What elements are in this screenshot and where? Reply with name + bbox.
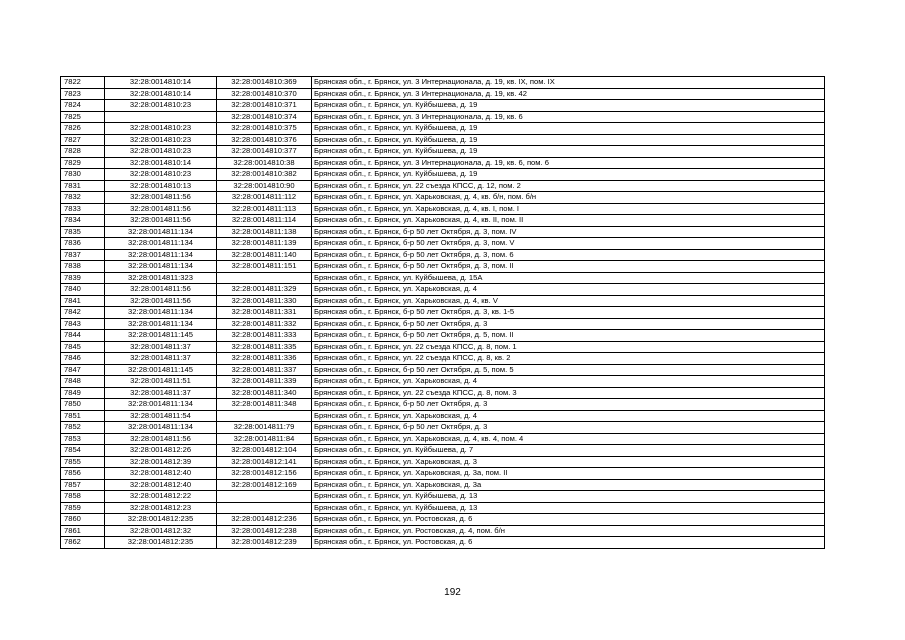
address-cell: Брянская обл., г. Брянск, ул. 3 Интернационала, д. 19, кв. 42 (312, 88, 825, 100)
object-cadastral-number-cell: 32:28:0014810:375 (217, 123, 312, 135)
row-number-cell: 7829 (61, 157, 105, 169)
row-number-cell: 7824 (61, 100, 105, 112)
row-number-cell: 7822 (61, 77, 105, 89)
parcel-cadastral-number-cell: 32:28:0014811:134 (105, 399, 217, 411)
row-number-cell: 7860 (61, 514, 105, 526)
object-cadastral-number-cell: 32:28:0014811:336 (217, 353, 312, 365)
row-number-cell: 7840 (61, 284, 105, 296)
address-cell: Брянская обл., г. Брянск, ул. Куйбышева, д. 13 (312, 502, 825, 514)
address-cell: Брянская обл., г. Брянск, б-р 50 лет Октября, д. 3, кв. 1-5 (312, 307, 825, 319)
object-cadastral-number-cell: 32:28:0014810:382 (217, 169, 312, 181)
row-number-cell: 7837 (61, 249, 105, 261)
object-cadastral-number-cell: 32:28:0014810:90 (217, 180, 312, 192)
object-cadastral-number-cell (217, 502, 312, 514)
address-cell: Брянская обл., г. Брянск, ул. Куйбышева, д. 7 (312, 445, 825, 457)
row-number-cell: 7845 (61, 341, 105, 353)
object-cadastral-number-cell: 32:28:0014812:104 (217, 445, 312, 457)
parcel-cadastral-number-cell: 32:28:0014811:37 (105, 353, 217, 365)
parcel-cadastral-number-cell: 32:28:0014812:235 (105, 537, 217, 549)
parcel-cadastral-number-cell: 32:28:0014811:56 (105, 215, 217, 227)
parcel-cadastral-number-cell: 32:28:0014812:40 (105, 479, 217, 491)
object-cadastral-number-cell: 32:28:0014811:329 (217, 284, 312, 296)
address-cell: Брянская обл., г. Брянск, б-р 50 лет Октября, д. 3, пом. V (312, 238, 825, 250)
row-number-cell: 7843 (61, 318, 105, 330)
table-row (61, 100, 825, 112)
address-cell: Брянская обл., г. Брянск, ул. Куйбышева, д. 15А (312, 272, 825, 284)
address-cell: Брянская обл., г. Брянск, б-р 50 лет Октября, д. 3, пом. 6 (312, 249, 825, 261)
table-row (61, 445, 825, 457)
parcel-cadastral-number-cell: 32:28:0014811:134 (105, 261, 217, 273)
object-cadastral-number-cell: 32:28:0014810:371 (217, 100, 312, 112)
object-cadastral-number-cell (217, 410, 312, 422)
parcel-cadastral-number-cell: 32:28:0014811:134 (105, 318, 217, 330)
row-number-cell: 7848 (61, 376, 105, 388)
address-cell: Брянская обл., г. Брянск, ул. Харьковская, д. 4 (312, 284, 825, 296)
parcel-cadastral-number-cell: 32:28:0014811:134 (105, 249, 217, 261)
table-row (61, 238, 825, 250)
row-number-cell: 7839 (61, 272, 105, 284)
table-row (61, 364, 825, 376)
table-row (61, 88, 825, 100)
object-cadastral-number-cell: 32:28:0014811:151 (217, 261, 312, 273)
table-row (61, 123, 825, 135)
table-row (61, 169, 825, 181)
parcel-cadastral-number-cell: 32:28:0014811:56 (105, 295, 217, 307)
address-cell: Брянская обл., г. Брянск, ул. Куйбышева, д. 19 (312, 146, 825, 158)
object-cadastral-number-cell: 32:28:0014811:335 (217, 341, 312, 353)
parcel-cadastral-number-cell: 32:28:0014811:145 (105, 330, 217, 342)
table-row (61, 295, 825, 307)
row-number-cell: 7859 (61, 502, 105, 514)
address-cell: Брянская обл., г. Брянск, ул. Ростовская, д. 4, пом. б/н (312, 525, 825, 537)
address-cell: Брянская обл., г. Брянск, ул. 22 съезда КПСС, д. 12, пом. 2 (312, 180, 825, 192)
table-row (61, 249, 825, 261)
object-cadastral-number-cell: 32:28:0014810:377 (217, 146, 312, 158)
table-row (61, 272, 825, 284)
row-number-cell: 7857 (61, 479, 105, 491)
table-row (61, 215, 825, 227)
parcel-cadastral-number-cell: 32:28:0014812:32 (105, 525, 217, 537)
table-row (61, 525, 825, 537)
address-cell: Брянская обл., г. Брянск, ул. Харьковская, д. 4, кв. б/н, пом. б/н (312, 192, 825, 204)
address-cell: Брянская обл., г. Брянск, ул. 3 Интернационала, д. 19, кв. 6 (312, 111, 825, 123)
parcel-cadastral-number-cell: 32:28:0014811:54 (105, 410, 217, 422)
table-row (61, 307, 825, 319)
parcel-cadastral-number-cell: 32:28:0014810:14 (105, 77, 217, 89)
address-cell: Брянская обл., г. Брянск, б-р 50 лет Октября, д. 3, пом. IV (312, 226, 825, 238)
table-row (61, 410, 825, 422)
table-row (61, 387, 825, 399)
parcel-cadastral-number-cell: 32:28:0014810:14 (105, 88, 217, 100)
registry-table (60, 76, 825, 549)
row-number-cell: 7831 (61, 180, 105, 192)
parcel-cadastral-number-cell: 32:28:0014812:40 (105, 468, 217, 480)
row-number-cell: 7842 (61, 307, 105, 319)
row-number-cell: 7847 (61, 364, 105, 376)
registry-table-body (61, 77, 825, 549)
row-number-cell: 7844 (61, 330, 105, 342)
row-number-cell: 7861 (61, 525, 105, 537)
parcel-cadastral-number-cell: 32:28:0014811:37 (105, 387, 217, 399)
row-number-cell: 7834 (61, 215, 105, 227)
row-number-cell: 7846 (61, 353, 105, 365)
address-cell: Брянская обл., г. Брянск, б-р 50 лет Октября, д. 5, пом. 5 (312, 364, 825, 376)
table-row (61, 353, 825, 365)
address-cell: Брянская обл., г. Брянск, ул. Харьковская, д. 4, кв. II, пом. II (312, 215, 825, 227)
table-row (61, 330, 825, 342)
table-row (61, 192, 825, 204)
address-cell: Брянская обл., г. Брянск, ул. Харьковская, д. 4 (312, 410, 825, 422)
table-row (61, 284, 825, 296)
table-row (61, 491, 825, 503)
table-row (61, 514, 825, 526)
object-cadastral-number-cell: 32:28:0014812:238 (217, 525, 312, 537)
object-cadastral-number-cell (217, 491, 312, 503)
table-row (61, 456, 825, 468)
object-cadastral-number-cell: 32:28:0014810:374 (217, 111, 312, 123)
row-number-cell: 7856 (61, 468, 105, 480)
table-row (61, 77, 825, 89)
address-cell: Брянская обл., г. Брянск, ул. 22 съезда КПСС, д. 8, пом. 3 (312, 387, 825, 399)
parcel-cadastral-number-cell: 32:28:0014811:145 (105, 364, 217, 376)
object-cadastral-number-cell: 32:28:0014812:141 (217, 456, 312, 468)
row-number-cell: 7853 (61, 433, 105, 445)
address-cell: Брянская обл., г. Брянск, б-р 50 лет Октября, д. 3, пом. II (312, 261, 825, 273)
table-row (61, 134, 825, 146)
parcel-cadastral-number-cell: 32:28:0014811:37 (105, 341, 217, 353)
object-cadastral-number-cell: 32:28:0014812:169 (217, 479, 312, 491)
table-row (61, 318, 825, 330)
address-cell: Брянская обл., г. Брянск, ул. Куйбышева, д. 19 (312, 123, 825, 135)
address-cell: Брянская обл., г. Брянск, ул. Куйбышева, д. 13 (312, 491, 825, 503)
parcel-cadastral-number-cell: 32:28:0014810:13 (105, 180, 217, 192)
parcel-cadastral-number-cell: 32:28:0014810:14 (105, 157, 217, 169)
address-cell: Брянская обл., г. Брянск, б-р 50 лет Октября, д. 3 (312, 318, 825, 330)
parcel-cadastral-number-cell: 32:28:0014811:134 (105, 422, 217, 434)
address-cell: Брянская обл., г. Брянск, б-р 50 лет Октября, д. 5, пом. II (312, 330, 825, 342)
parcel-cadastral-number-cell: 32:28:0014810:23 (105, 146, 217, 158)
address-cell: Брянская обл., г. Брянск, ул. 3 Интернационала, д. 19, кв. 6, пом. 6 (312, 157, 825, 169)
row-number-cell: 7825 (61, 111, 105, 123)
row-number-cell: 7823 (61, 88, 105, 100)
row-number-cell: 7849 (61, 387, 105, 399)
address-cell: Брянская обл., г. Брянск, ул. Куйбышева, д. 19 (312, 100, 825, 112)
address-cell: Брянская обл., г. Брянск, ул. Харьковская, д. 3а, пом. II (312, 468, 825, 480)
object-cadastral-number-cell: 32:28:0014811:140 (217, 249, 312, 261)
object-cadastral-number-cell (217, 272, 312, 284)
object-cadastral-number-cell: 32:28:0014810:369 (217, 77, 312, 89)
object-cadastral-number-cell: 32:28:0014811:339 (217, 376, 312, 388)
address-cell: Брянская обл., г. Брянск, ул. Куйбышева, д. 19 (312, 134, 825, 146)
table-row (61, 226, 825, 238)
row-number-cell: 7841 (61, 295, 105, 307)
parcel-cadastral-number-cell: 32:28:0014811:134 (105, 238, 217, 250)
address-cell: Брянская обл., г. Брянск, б-р 50 лет Октября, д. 3 (312, 422, 825, 434)
object-cadastral-number-cell: 32:28:0014810:370 (217, 88, 312, 100)
row-number-cell: 7862 (61, 537, 105, 549)
parcel-cadastral-number-cell: 32:28:0014811:56 (105, 284, 217, 296)
object-cadastral-number-cell: 32:28:0014811:337 (217, 364, 312, 376)
table-row (61, 180, 825, 192)
address-cell: Брянская обл., г. Брянск, б-р 50 лет Октября, д. 3 (312, 399, 825, 411)
parcel-cadastral-number-cell: 32:28:0014811:56 (105, 203, 217, 215)
parcel-cadastral-number-cell: 32:28:0014812:22 (105, 491, 217, 503)
object-cadastral-number-cell: 32:28:0014811:139 (217, 238, 312, 250)
table-row (61, 479, 825, 491)
parcel-cadastral-number-cell: 32:28:0014810:23 (105, 169, 217, 181)
table-row (61, 341, 825, 353)
row-number-cell: 7832 (61, 192, 105, 204)
table-row (61, 537, 825, 549)
parcel-cadastral-number-cell: 32:28:0014811:51 (105, 376, 217, 388)
address-cell: Брянская обл., г. Брянск, ул. 22 съезда КПСС, д. 8, пом. 1 (312, 341, 825, 353)
object-cadastral-number-cell: 32:28:0014811:330 (217, 295, 312, 307)
object-cadastral-number-cell: 32:28:0014811:113 (217, 203, 312, 215)
address-cell: Брянская обл., г. Брянск, ул. Куйбышева, д. 19 (312, 169, 825, 181)
table-row (61, 433, 825, 445)
address-cell: Брянская обл., г. Брянск, ул. Харьковская, д. 4 (312, 376, 825, 388)
address-cell: Брянская обл., г. Брянск, ул. Харьковская, д. 3 (312, 456, 825, 468)
object-cadastral-number-cell: 32:28:0014811:340 (217, 387, 312, 399)
row-number-cell: 7854 (61, 445, 105, 457)
row-number-cell: 7836 (61, 238, 105, 250)
parcel-cadastral-number-cell: 32:28:0014811:56 (105, 433, 217, 445)
object-cadastral-number-cell: 32:28:0014811:112 (217, 192, 312, 204)
table-row (61, 111, 825, 123)
object-cadastral-number-cell: 32:28:0014811:114 (217, 215, 312, 227)
table-row (61, 502, 825, 514)
table-row (61, 422, 825, 434)
parcel-cadastral-number-cell (105, 111, 217, 123)
parcel-cadastral-number-cell: 32:28:0014810:23 (105, 123, 217, 135)
object-cadastral-number-cell: 32:28:0014812:239 (217, 537, 312, 549)
row-number-cell: 7838 (61, 261, 105, 273)
object-cadastral-number-cell: 32:28:0014811:332 (217, 318, 312, 330)
object-cadastral-number-cell: 32:28:0014812:156 (217, 468, 312, 480)
address-cell: Брянская обл., г. Брянск, ул. Харьковская, д. 4, кв. 4, пом. 4 (312, 433, 825, 445)
row-number-cell: 7830 (61, 169, 105, 181)
object-cadastral-number-cell: 32:28:0014811:333 (217, 330, 312, 342)
parcel-cadastral-number-cell: 32:28:0014810:23 (105, 134, 217, 146)
parcel-cadastral-number-cell: 32:28:0014810:23 (105, 100, 217, 112)
table-row (61, 203, 825, 215)
parcel-cadastral-number-cell: 32:28:0014812:39 (105, 456, 217, 468)
object-cadastral-number-cell: 32:28:0014810:38 (217, 157, 312, 169)
table-row (61, 376, 825, 388)
address-cell: Брянская обл., г. Брянск, ул. Ростовская, д. 6 (312, 537, 825, 549)
table-row (61, 399, 825, 411)
parcel-cadastral-number-cell: 32:28:0014811:134 (105, 226, 217, 238)
row-number-cell: 7827 (61, 134, 105, 146)
address-cell: Брянская обл., г. Брянск, ул. Ростовская, д. 6 (312, 514, 825, 526)
table-row (61, 468, 825, 480)
parcel-cadastral-number-cell: 32:28:0014811:323 (105, 272, 217, 284)
parcel-cadastral-number-cell: 32:28:0014812:235 (105, 514, 217, 526)
row-number-cell: 7828 (61, 146, 105, 158)
address-cell: Брянская обл., г. Брянск, ул. Харьковская, д. 3а (312, 479, 825, 491)
address-cell: Брянская обл., г. Брянск, ул. Харьковская, д. 4, кв. V (312, 295, 825, 307)
table-row (61, 146, 825, 158)
row-number-cell: 7835 (61, 226, 105, 238)
parcel-cadastral-number-cell: 32:28:0014812:26 (105, 445, 217, 457)
object-cadastral-number-cell: 32:28:0014811:348 (217, 399, 312, 411)
row-number-cell: 7826 (61, 123, 105, 135)
row-number-cell: 7833 (61, 203, 105, 215)
row-number-cell: 7850 (61, 399, 105, 411)
address-cell: Брянская обл., г. Брянск, ул. 22 съезда КПСС, д. 8, кв. 2 (312, 353, 825, 365)
object-cadastral-number-cell: 32:28:0014811:138 (217, 226, 312, 238)
address-cell: Брянская обл., г. Брянск, ул. Харьковская, д. 4, кв. I, пом. I (312, 203, 825, 215)
object-cadastral-number-cell: 32:28:0014811:79 (217, 422, 312, 434)
page-number: 192 (444, 587, 461, 598)
parcel-cadastral-number-cell: 32:28:0014811:134 (105, 307, 217, 319)
table-row (61, 261, 825, 273)
object-cadastral-number-cell: 32:28:0014810:376 (217, 134, 312, 146)
row-number-cell: 7855 (61, 456, 105, 468)
object-cadastral-number-cell: 32:28:0014811:331 (217, 307, 312, 319)
row-number-cell: 7858 (61, 491, 105, 503)
parcel-cadastral-number-cell: 32:28:0014811:56 (105, 192, 217, 204)
object-cadastral-number-cell: 32:28:0014812:236 (217, 514, 312, 526)
object-cadastral-number-cell: 32:28:0014811:84 (217, 433, 312, 445)
table-row (61, 157, 825, 169)
row-number-cell: 7851 (61, 410, 105, 422)
row-number-cell: 7852 (61, 422, 105, 434)
parcel-cadastral-number-cell: 32:28:0014812:23 (105, 502, 217, 514)
address-cell: Брянская обл., г. Брянск, ул. 3 Интернационала, д. 19, кв. IX, пом. IX (312, 77, 825, 89)
